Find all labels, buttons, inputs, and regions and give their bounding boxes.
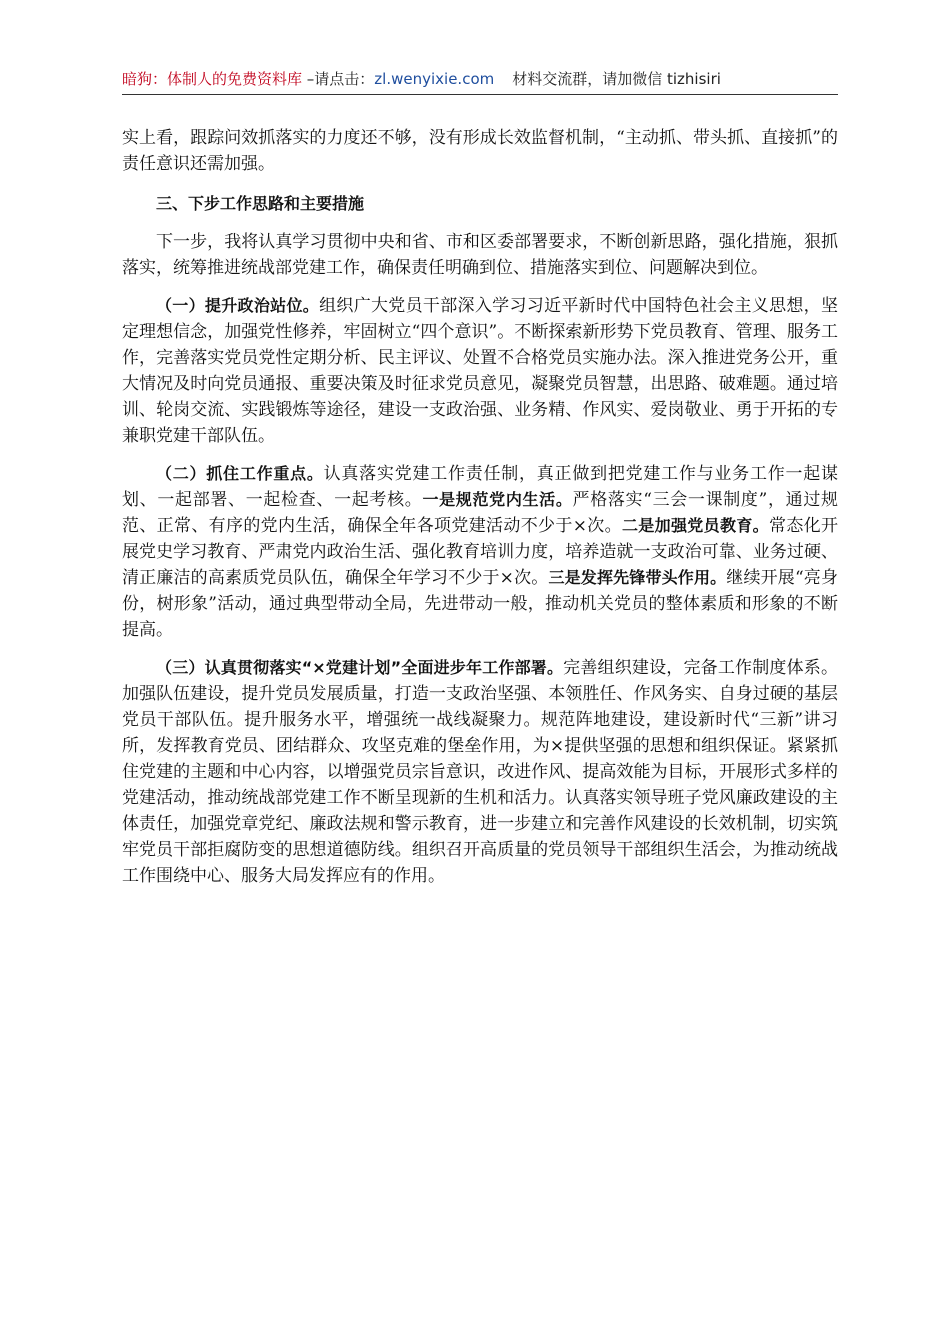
item-text: 认真落实党建工作责任制，真正做到把党建工作与业务工作一起谋划、一起部署、一起检查、一起考核。 — [122, 464, 838, 510]
item-implementation — [122, 655, 838, 889]
header-link-prompt: –请点击： — [302, 70, 375, 88]
item-text: 组织广大党员干部深入学习习近平新时代中国特色社会主义思想，坚定理想信念，加强党性修养，牢固树立“四个意识”。不断探索新形势下党员教育、管理、服务工作，完善落实党员党性定期分析、民主评议、处置不合格党员实施办法。深入推进党务公开，重大情况及时向党员通报、重要决策及时征求党员意见，凝聚党员智慧，出思路、破难题。通过培训、轮岗交流、实践锻炼等途径，建设一支政治强、业务精、作风实、爱岗敬业、勇于开拓的专兼职党建干部队伍。 — [122, 296, 838, 446]
item-political-stance — [122, 293, 838, 449]
section-heading: 三、下步工作思路和主要措施 — [156, 194, 365, 213]
header-divider — [122, 94, 838, 95]
paragraph-continued: 实上看，跟踪问效抓落实的力度还不够，没有形成长效监督机制，“主动抓、带头抓、直接抓”的责任意识还需加强。 — [122, 128, 838, 174]
item-title: （二）抓住工作重点。 — [156, 464, 324, 483]
page-header — [122, 68, 838, 90]
subitem-title: 一是规范党内生活。 — [422, 490, 573, 509]
item-title: （一）提升政治站位。 — [156, 296, 320, 315]
item-work-focus — [122, 461, 838, 643]
subitem-text: 继续开展“亮身份，树形象”活动，通过典型带动全局，先进带动一般，推动机关党员的整体素质和形象的不断提高。 — [122, 568, 838, 640]
header-url-link[interactable]: zl.wenyixie.com — [374, 70, 495, 88]
item-text: 完善组织建设，完备工作制度体系。加强队伍建设，提升党员发展质量，打造一支政治坚强、本领胜任、作风务实、自身过硬的基层党员干部队伍。提升服务水平，增强统一战线凝聚力。规范阵地建设，建设新时代“三新”讲习所，发挥教育党员、团结群众、攻坚克难的堡垒作用，为×提供坚强的思想和组织保证。紧紧抓住党建的主题和中心内容，以增强党员宗旨意识，改进作风、提高效能为目标，开展形式多样的党建活动，推动统战部党建工作不断呈现新的生机和活力。认真落实领导班子党风廉政建设的主体责任，加强党章党纪、廉政法规和警示教育，进一步建立和完善作风建设的长效机制，切实筑牢党员干部拒腐防变的思想道德防线。组织召开高质量的党员领导干部组织生活会，为推动统战工作围绕中心、服务大局发挥应有的作用。 — [122, 658, 838, 886]
document-body — [122, 125, 838, 901]
subitem-text: 严格落实“三会一课制度”，通过规范、正常、有序的党内生活，确保全年各项党建活动不少于×次。 — [122, 490, 838, 536]
subitem-text: 常态化开展党史学习教育、严肃党内政治生活、强化教育培训力度，培养造就一支政治可靠、业务过硬、清正廉洁的高素质党员队伍，确保全年学习不少于×次。 — [122, 516, 838, 588]
header-brand: 暗狗：体制人的免费资料库 — [122, 70, 303, 88]
subitem-title: 二是加强党员教育。 — [621, 516, 769, 535]
item-title: （三）认真贯彻落实“×党建计划”全面进步年工作部署。 — [156, 658, 564, 677]
header-contact: 材料交流群，请加微信 tizhisiri — [512, 70, 721, 88]
section-intro-paragraph: 下一步，我将认真学习贯彻中央和省、市和区委部署要求，不断创新思路，强化措施，狠抓落实，统筹推进统战部党建工作，确保责任明确到位、措施落实到位、问题解决到位。 — [122, 232, 838, 278]
subitem-title: 三是发挥先锋带头作用。 — [548, 568, 727, 587]
